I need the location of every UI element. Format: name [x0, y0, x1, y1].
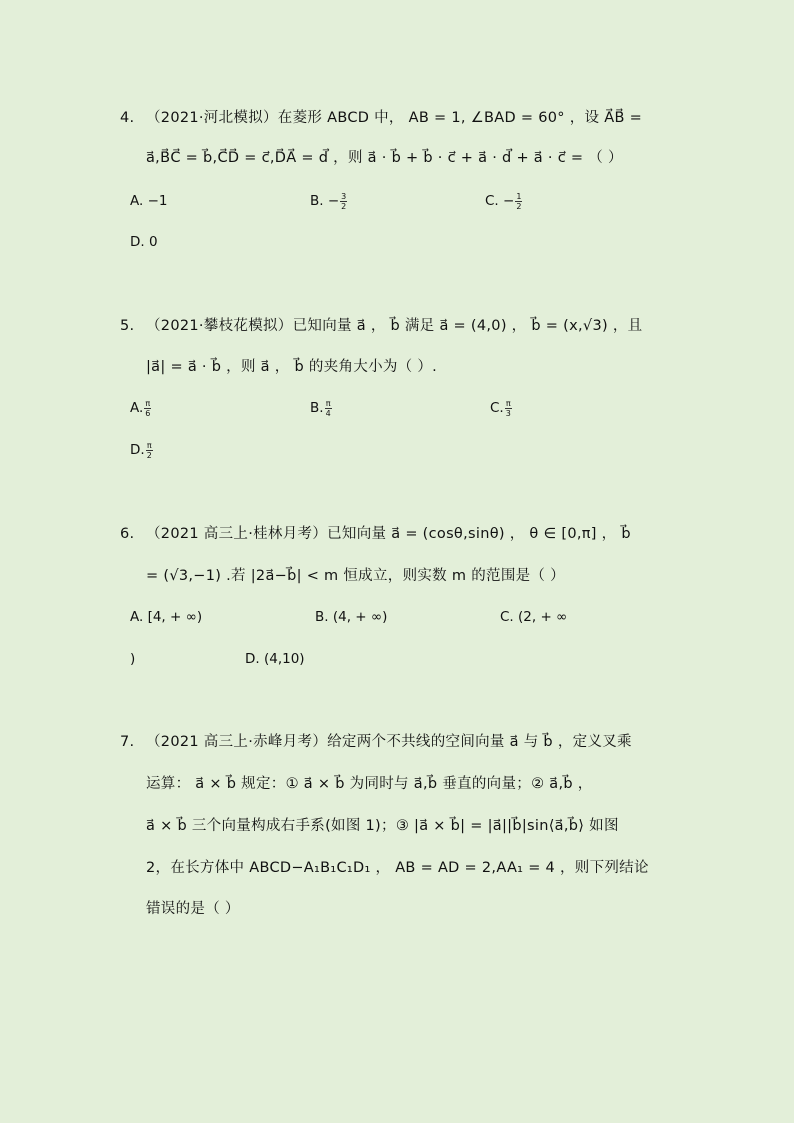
q6-option-c: C. (2, + ∞ [500, 609, 568, 625]
q5-option-b-numerator: π [325, 398, 331, 408]
q4-option-b-fraction [340, 192, 347, 211]
q6-stem-line1: （2021 高三上·桂林月考）已知向量 a⃗ = (cosθ,sinθ) ， θ ∈ [0,π] ， b⃗ [146, 526, 631, 542]
q5-option-b [310, 398, 332, 418]
q5-option-a [130, 398, 151, 418]
q5-option-c-denominator: 3 [505, 408, 511, 418]
q7-stem-line4: 2，在长方体中 ABCD−A₁B₁C₁D₁ ， AB = AD = 2,AA₁ = 4 ，则下列结论 [146, 860, 649, 876]
q5-option-c-prefix: C. [490, 400, 504, 416]
q4-option-b-numerator: 3 [341, 191, 347, 201]
q4-number: 4. [120, 110, 135, 126]
q4-option-b-denominator: 2 [341, 201, 347, 211]
q6-option-d: D. (4,10) [245, 651, 305, 667]
q5-stem-line1: （2021·攀枝花模拟）已知向量 a⃗ ， b⃗ 满足 a⃗ = (4,0) ， b⃗ = (x,√3) ，且 [146, 318, 643, 334]
q4-option-c-denominator: 2 [516, 201, 522, 211]
q6-option-a: A. [4, + ∞) [130, 609, 203, 625]
q6-number: 6. [120, 526, 135, 542]
q5-option-b-fraction [325, 399, 332, 418]
q4-option-c-numerator: 1 [516, 191, 522, 201]
q4-option-b-prefix: B. − [310, 193, 340, 209]
q4-stem-line1: （2021·河北模拟）在菱形 ABCD 中， AB = 1, ∠BAD = 60° ，设 A⃗B⃗ = [146, 110, 643, 126]
q5-option-c-numerator: π [505, 398, 511, 408]
q7-stem-line3: a⃗ × b⃗ 三个向量构成右手系(如图 1)；③ |a⃗ × b⃗| = |a⃗||b⃗|sin⟨a⃗,b⃗⟩ 如图 [146, 818, 619, 834]
q5-option-b-prefix: B. [310, 400, 324, 416]
q5-option-a-fraction [144, 399, 151, 418]
q5-option-d-prefix: D. [130, 442, 145, 458]
q5-option-a-denominator: 6 [145, 408, 151, 418]
q7-stem-line5: 错误的是（ ） [146, 901, 240, 917]
q4-option-d: D. 0 [130, 234, 158, 250]
q4-option-c-fraction [515, 192, 522, 211]
q4-option-c [485, 191, 522, 211]
q6-option-c-continued: ) [130, 651, 136, 667]
q5-option-a-prefix: A. [130, 400, 144, 416]
q7-stem-line2: 运算： a⃗ × b⃗ 规定：① a⃗ × b⃗ 为同时与 a⃗,b⃗ 垂直的向量；② a⃗,b⃗ ， [146, 776, 593, 792]
q6-option-b: B. (4, + ∞) [315, 609, 388, 625]
q5-option-d-fraction [146, 441, 153, 460]
q4-stem-line2: a⃗,B⃗C⃗ = b⃗,C⃗D⃗ = c⃗,D⃗A⃗ = d⃗ ，则 a⃗ · b⃗ + b⃗ · c⃗ + a⃗ · d⃗ + a⃗ · c⃗ = （ ） [146, 150, 623, 166]
q5-option-d [130, 440, 153, 460]
q5-number: 5. [120, 318, 135, 334]
q6-stem-line2: = (√3,−1) .若 |2a⃗−b⃗| < m 恒成立，则实数 m 的范围是（ ） [146, 568, 565, 584]
q5-option-c-fraction [505, 399, 512, 418]
q5-option-a-numerator: π [145, 398, 151, 408]
q5-option-c [490, 398, 512, 418]
q5-stem-line2: |a⃗| = a⃗ · b⃗ ，则 a⃗ ， b⃗ 的夹角大小为（ ）. [146, 359, 438, 375]
q4-option-c-prefix: C. − [485, 193, 515, 209]
q5-option-d-numerator: π [146, 440, 152, 450]
q7-number: 7. [120, 734, 135, 750]
q4-option-a: A. −1 [130, 193, 168, 209]
q4-option-b [310, 191, 347, 211]
q5-option-d-denominator: 2 [146, 450, 152, 460]
q5-option-b-denominator: 4 [325, 408, 331, 418]
q7-stem-line1: （2021 高三上·赤峰月考）给定两个不共线的空间向量 a⃗ 与 b⃗ ，定义叉乘 [146, 734, 632, 750]
